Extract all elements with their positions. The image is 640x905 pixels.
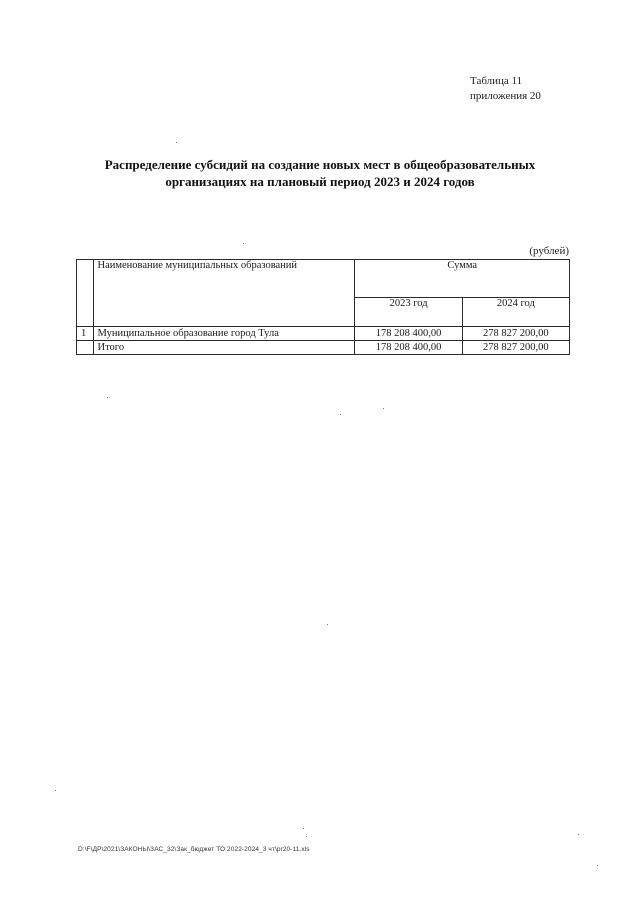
total-label-cell: Итого xyxy=(93,341,355,355)
scan-speck xyxy=(107,397,108,398)
scan-speck xyxy=(383,408,384,409)
header-year-2023: 2023 год xyxy=(355,297,462,326)
total-2023-cell: 178 208 400,00 xyxy=(355,341,462,355)
appendix-number-label: приложения 20 xyxy=(470,90,541,102)
table-header-row xyxy=(77,260,570,298)
document-title-line-1: Распределение субсидий на создание новых мест в общеобразовательных xyxy=(104,157,536,172)
table-number-label: Таблица 11 xyxy=(470,75,523,87)
header-number-column xyxy=(77,260,94,327)
document-title xyxy=(60,156,580,190)
amount-2024-cell: 278 827 200,00 xyxy=(462,327,569,341)
table-total-row xyxy=(77,341,570,355)
header-municipality-name: Наименование муниципальных образований xyxy=(93,260,355,327)
amount-2023-cell: 178 208 400,00 xyxy=(355,327,462,341)
scan-speck xyxy=(340,414,341,415)
scan-speck xyxy=(306,836,307,837)
header-sum: Сумма xyxy=(355,260,570,298)
scan-speck xyxy=(243,243,244,244)
scan-speck xyxy=(597,865,598,866)
subsidy-distribution-table xyxy=(76,259,570,355)
table-reference-note xyxy=(470,74,541,104)
file-path-footer: D:\F\ДР\2021\ЗАКОНЫ\ЗАС_32\Зак_бюджет ТО 2022-2024_3 чт\pr20-11.xls xyxy=(78,846,310,853)
scan-speck xyxy=(578,834,579,835)
total-2024-cell: 278 827 200,00 xyxy=(462,341,569,355)
scan-speck xyxy=(55,790,56,791)
header-year-2024: 2024 год xyxy=(462,297,569,326)
scan-speck xyxy=(176,142,177,143)
municipality-name-cell: Муниципальное образование город Тула xyxy=(93,327,355,341)
document-title-line-2: организациях на плановый период 2023 и 2024 годов xyxy=(165,174,475,189)
units-label: (рублей) xyxy=(529,245,569,257)
total-number-cell xyxy=(77,341,94,355)
table-row xyxy=(77,327,570,341)
scan-speck xyxy=(303,828,304,829)
row-number-cell: 1 xyxy=(77,327,94,341)
scan-speck xyxy=(327,624,328,625)
